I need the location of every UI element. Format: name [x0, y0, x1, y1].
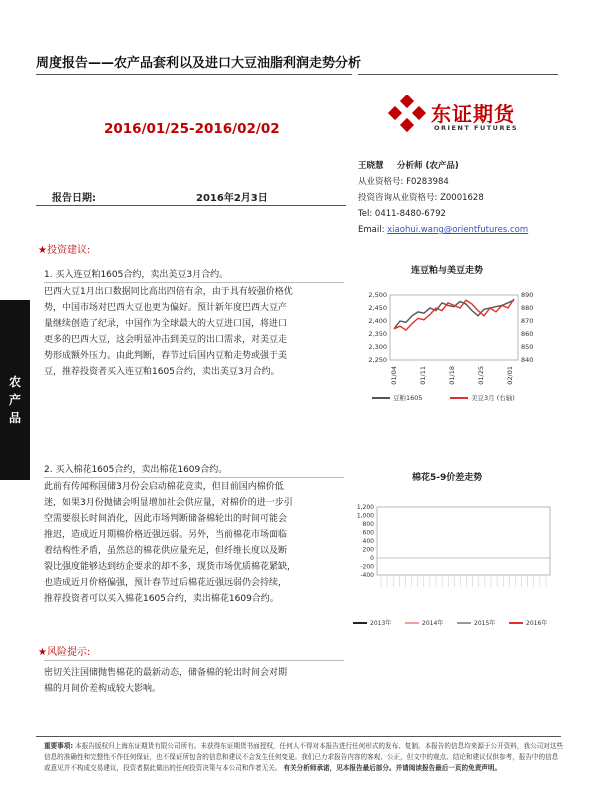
category-label: 农产品: [8, 375, 21, 425]
paragraph-line: 迷，如果3月份抛储会明显增加社会供应量，对棉价的进一步引: [44, 498, 293, 508]
y-tick-label: 800: [362, 521, 374, 528]
analyst-name: 王晓慧: [358, 161, 384, 171]
advice-item-2: 2. 买入棉花1605合约，卖出棉花1609合约。: [44, 465, 228, 475]
x-tick-label: 01/18: [448, 366, 456, 385]
paragraph-line: 豆，推荐投资者买入连豆粕1605合约，卖出美豆3月合约。: [44, 367, 280, 377]
y-left-tick-label: 2,300: [368, 343, 387, 351]
x-tick-label: 01/11: [419, 366, 427, 385]
y-right-tick-label: 880: [521, 304, 534, 312]
disclaimer-tail: 有关分析师承诺，见本报告最后部分。并请阅读报告最后一页的免责声明。: [283, 764, 502, 772]
y-tick-label: 0: [370, 555, 374, 562]
paragraph-line: 推迟，造成近月期棉价格近强远弱。另外，当前棉花市场面临: [44, 530, 288, 540]
paragraph-line: 空需要很长时间消化，因此市场判断储备棉轮出的时间可能会: [44, 514, 288, 524]
legend-label: 2013年: [370, 620, 392, 627]
chart1-svg: [350, 280, 555, 415]
paragraph-line: 密切关注国储抛售棉花的最新动态，储备棉的轮出时间会对期: [44, 668, 288, 678]
analyst-info: [358, 158, 528, 238]
risk-heading: ★风险提示:: [38, 647, 91, 658]
legend-label: 豆粕1605: [393, 394, 423, 402]
paragraph-line: 巴西大豆1月出口数据同比高出四倍有余，由于具有较强价格优: [44, 287, 293, 297]
paragraph-line: 推荐投资者可以买入棉花1605合约，卖出棉花1609合约。: [44, 594, 279, 604]
risk-rule: [44, 660, 344, 661]
y-right-tick-label: 850: [521, 343, 534, 351]
email-label: Email:: [358, 225, 385, 235]
paragraph-line: 此前有传闻称国储3月份会启动棉花竞卖，但目前国内棉价低: [44, 482, 284, 492]
chart2-svg: [345, 485, 560, 635]
title-rule-right: [358, 74, 558, 75]
advice-heading: ★投资建议:: [38, 245, 91, 256]
analyst-tel: Tel: 0411-8480-6792: [358, 209, 446, 219]
y-tick-label: 1,200: [356, 504, 374, 511]
y-left-tick-label: 2,500: [368, 291, 387, 299]
consult-license: 投资咨询从业资格号: Z0001628: [358, 193, 484, 203]
y-tick-label: -200: [360, 563, 374, 571]
paragraph-line: 更多的巴西大豆，这会明显冲击到美豆的出口需求，对美豆走: [44, 335, 288, 345]
x-tick-label: 01/04: [390, 366, 398, 385]
y-right-tick-label: 870: [521, 317, 534, 325]
analyst-email-link[interactable]: xiaohui.wang@orientfutures.com: [387, 225, 529, 235]
y-tick-label: 1,000: [356, 512, 374, 520]
logo-name-cn: 东证期货: [431, 102, 515, 126]
paragraph-line: 也造成近月价格偏强，预计春节过后棉花近强远弱仍会持续，: [44, 578, 288, 588]
y-left-tick-label: 2,450: [368, 304, 387, 312]
report-date: 2016年2月3日: [196, 193, 268, 204]
x-tick-label: 02/01: [506, 366, 514, 385]
legend-label: 2014年: [422, 620, 444, 627]
report-title: 周度报告——农产品套利以及进口大豆油脂利润走势分析: [36, 56, 362, 71]
chart2-title: 棉花5-9价差走势: [412, 473, 483, 483]
title-rule: [36, 74, 352, 75]
paragraph-line: 裂比强度能够达到纺企要求的却不多，现货市场优质棉花紧缺，: [44, 562, 297, 572]
advice-paragraph-1: [44, 284, 344, 380]
logo-mark-icon: [387, 95, 427, 135]
y-tick-label: 600: [362, 529, 374, 537]
x-tick-label: 01/25: [477, 366, 485, 385]
advice-paragraph-2: [44, 479, 344, 607]
license-number: 从业资格号: F0283984: [358, 177, 449, 187]
paragraph-line: 势，中国市场对巴西大豆也更为偏好。预计新年度巴西大豆产: [44, 303, 288, 313]
legend-label: 2015年: [474, 620, 496, 627]
y-tick-label: -400: [360, 572, 374, 579]
item2-rule: [44, 477, 344, 478]
y-right-tick-label: 840: [521, 356, 534, 364]
analyst-role: 分析师 (农产品): [397, 161, 459, 171]
y-left-tick-label: 2,400: [368, 317, 387, 325]
y-right-tick-label: 890: [521, 291, 534, 299]
disclaimer: [44, 741, 564, 774]
item1-rule: [44, 282, 344, 283]
plot-frame: [377, 507, 550, 575]
company-logo: [387, 95, 537, 135]
disclaimer-text: 本报告版权归上海东证期货有限公司所有。未获得东证期货书面授权，任何人不得对本报告进行任何形式的发布、复制。本报告的信息均来源于公开资料，我公司对这些信息的准确性和完整性不作任何保证，也不保证所包含的信息和建议不会发生任何变更。我们已力求报告内容的客观、公正，但文中的观点、结论和建议仅供参考，报告中的信息或意见并不构成交易建议，投资者据此做出的任何投资决策与本公司和作者无关。: [44, 742, 564, 772]
y-left-tick-label: 2,250: [368, 356, 387, 364]
y-tick-label: 200: [362, 546, 374, 554]
series-line: [394, 299, 514, 330]
y-tick-label: 400: [362, 538, 374, 545]
chart1-title: 连豆粕与美豆走势: [411, 266, 484, 276]
risk-paragraph: [44, 665, 344, 697]
paragraph-line: 量继续创造了纪录，中国作为全球最大的大豆进口国，将进口: [44, 319, 288, 329]
disclaimer-label: 重要事项:: [44, 742, 74, 750]
logo-name-en: ORIENT FUTURES: [434, 124, 519, 132]
y-right-tick-label: 860: [521, 330, 534, 338]
date-rule: [36, 205, 346, 206]
legend-label: 2016年: [526, 620, 548, 627]
advice-item-1: 1. 买入连豆粕1605合约，卖出美豆3月合约。: [44, 270, 229, 280]
report-date-label: 报告日期:: [52, 193, 96, 204]
disclaimer-rule: [36, 736, 561, 737]
paragraph-line: 棉的月间价差构成较大影响。: [44, 684, 162, 694]
y-left-tick-label: 2,350: [368, 330, 387, 338]
paragraph-line: 势形成额外压力。由此判断，春节过后国内豆粕走势或强于美: [44, 351, 288, 361]
legend-label: 美豆3月 (右轴): [471, 394, 515, 402]
date-range: 2016/01/25-2016/02/02: [104, 121, 280, 137]
paragraph-line: 着结构性矛盾，虽然总的棉花供应量充足，但纤维长度以及断: [44, 546, 288, 556]
